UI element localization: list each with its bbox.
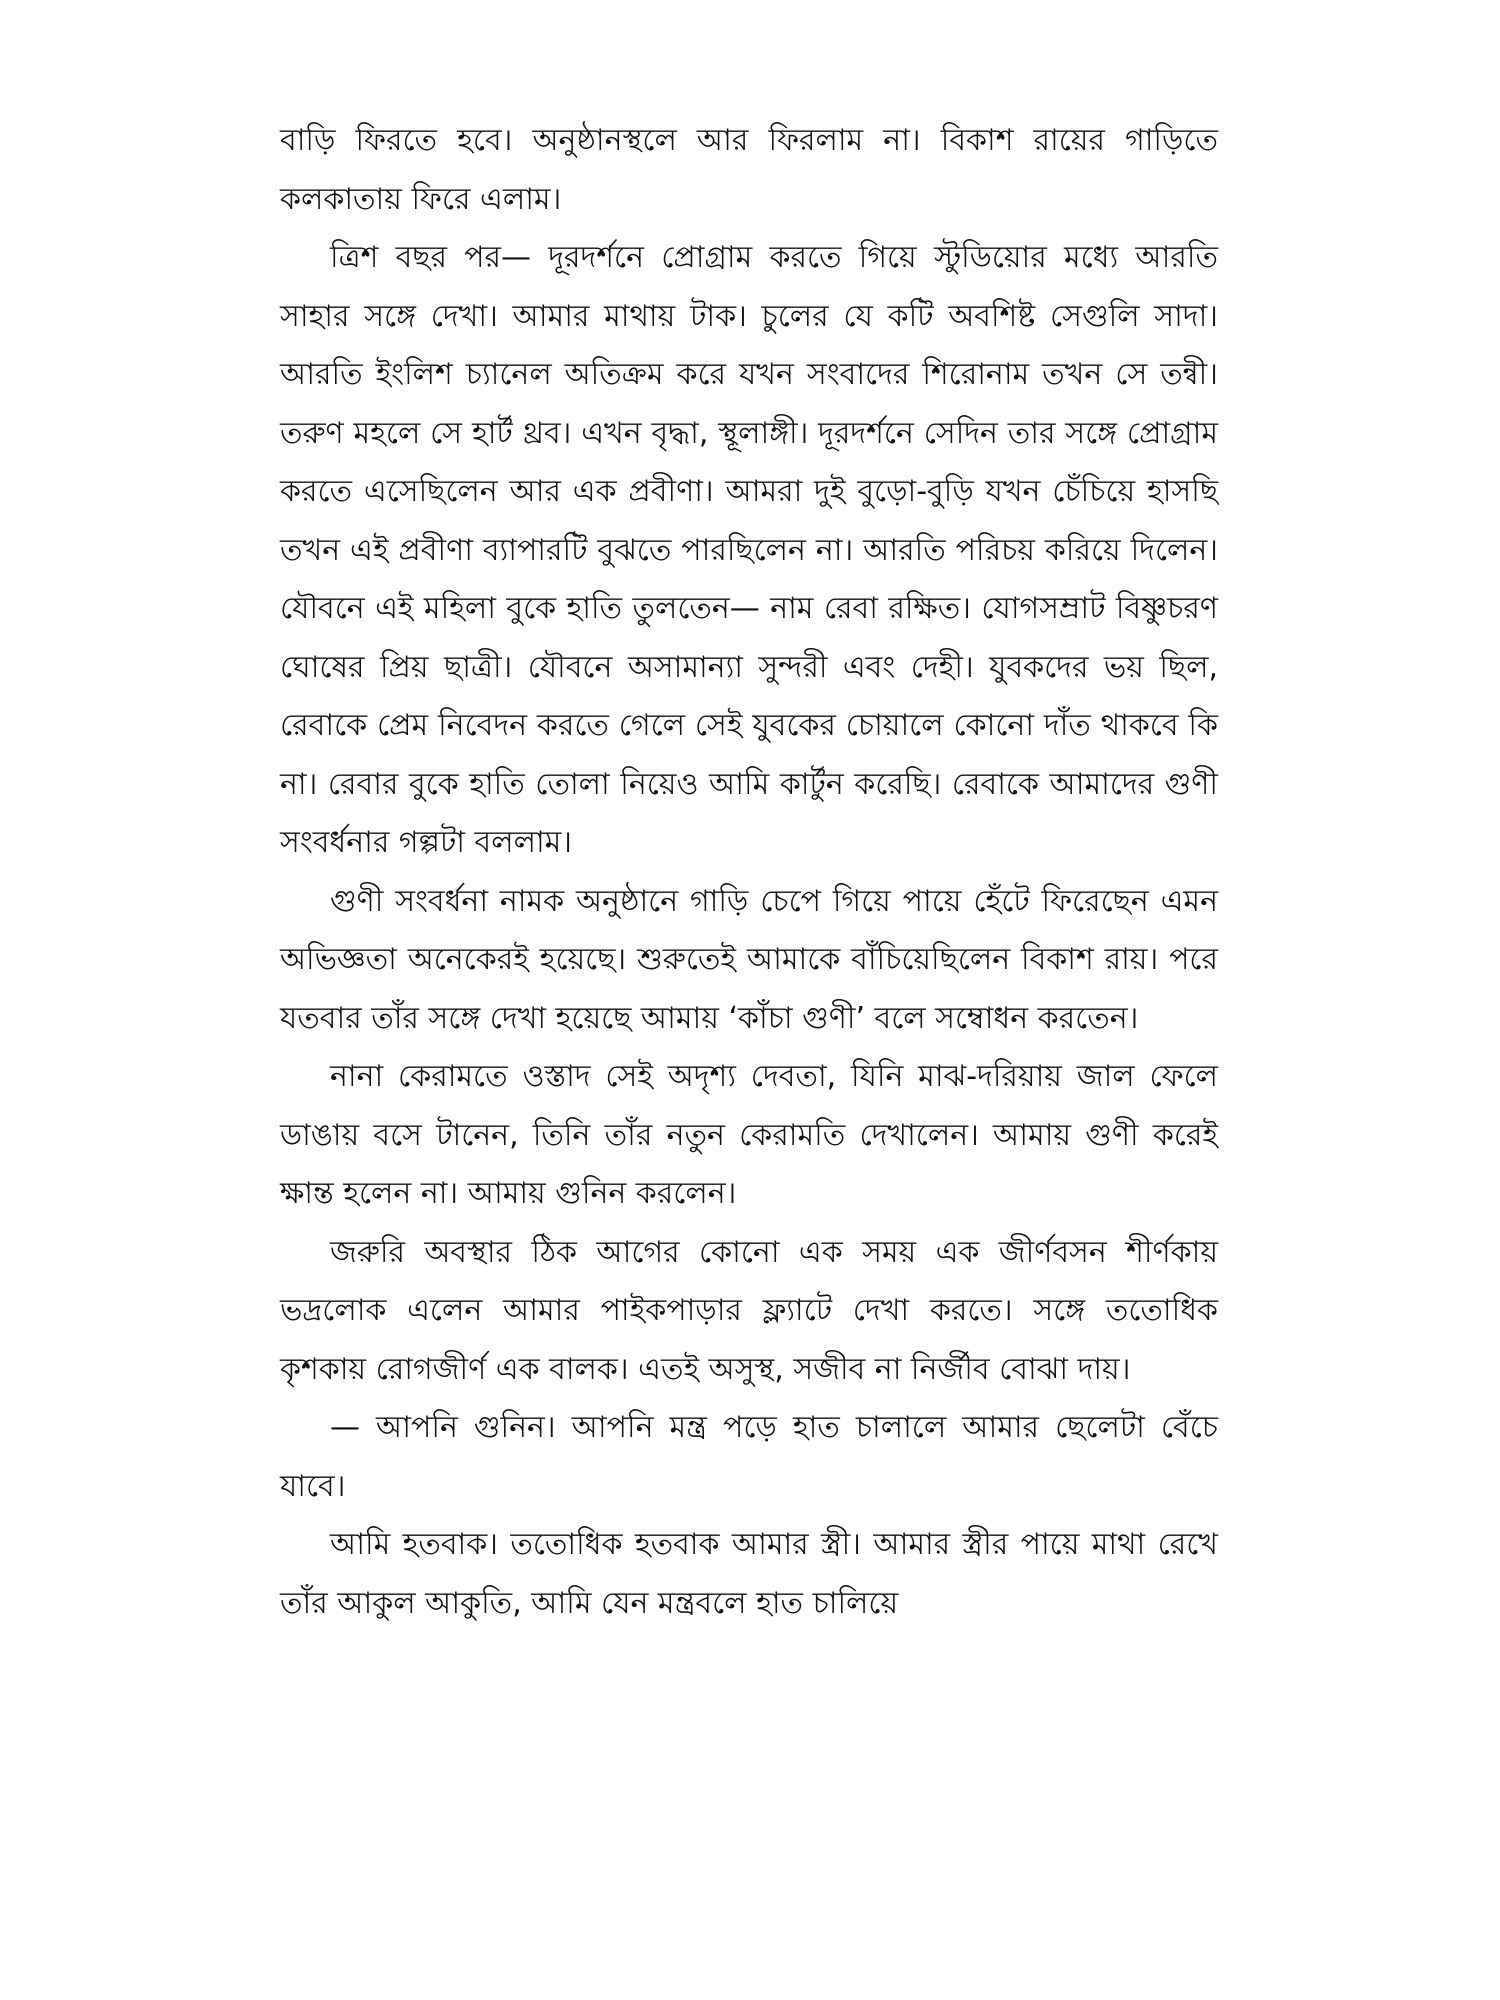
paragraph-2: ত্রিশ বছর পর— দূরদর্শনে প্রোগ্রাম করতে গিয়ে স্টুডিয়োর মধ্যে আরতি সাহার সঙ্গে দেখা। আমার মাথায় টাক। চুলের যে কটি অবশিষ্ট সেগুলি সাদা। আরতি ইংলিশ চ্যানেল অতিক্রম করে যখন সংবাদের শিরোনাম তখন সে তন্বী। তরুণ মহলে সে হার্ট থ্রব। এখন বৃদ্ধা, স্থূলাঙ্গী। দূরদর্শনে সেদিন তার সঙ্গে প্রোগ্রাম করতে এসেছিলেন আর এক প্রবীণা। আমরা দুই বুড়ো-বুড়ি যখন চেঁচিয়ে হাসছি তখন এই প্রবীণা ব্যাপারটি বুঝতে পারছিলেন না। আরতি পরিচয় করিয়ে দিলেন। যৌবনে এই মহিলা বুকে হাতি তুলতেন— নাম রেবা রক্ষিত। যোগসম্রাট বিষ্ণুচরণ ঘোষের প্রিয় ছাত্রী। যৌবনে অসামান্যা সুন্দরী এবং দেহী। যুবকদের ভয় ছিল, রেবাকে প্রেম নিবেদন করতে গেলে সেই যুবকের চোয়ালে কোনো দাঁত থাকবে কি না। রেবার বুকে হাতি তোলা নিয়েও আমি কার্টুন করেছি। রেবাকে আমাদের গুণী সংবর্ধনার গল্পটা বললাম। (280, 240, 1218, 860)
paragraph-4: নানা কেরামতে ওস্তাদ সেই অদৃশ্য দেবতা, যিনি মাঝ-দরিয়ায় জাল ফেলে ডাঙায় বসে টানেন, তিনি তাঁর নতুন কেরামতি দেখালেন। আমায় গুণী করেই ক্ষান্ত হলেন না। আমায় গুনিন করলেন। (280, 1059, 1218, 1211)
book-page (280, 112, 1218, 1633)
paragraph-5: জরুরি অবস্থার ঠিক আগের কোনো এক সময় এক জীর্ণবসন শীর্ণকায় ভদ্রলোক এলেন আমার পাইকপাড়ার ফ্ল্যাটে দেখা করতে। সঙ্গে ততোধিক কৃশকায় রোগজীর্ণ এক বালক। এতই অসুস্থ, সজীব না নির্জীব বোঝা দায়। (280, 1234, 1218, 1387)
paragraph-6-dialogue: — আপনি গুনিন। আপনি মন্ত্র পড়ে হাত চালালে আমার ছেলেটা বেঁচে যাবে। (280, 1410, 1218, 1504)
paragraph-1: বাড়ি ফিরতে হবে। অনুষ্ঠানস্থলে আর ফিরলাম না। বিকাশ রায়ের গাড়িতে কলকাতায় ফিরে এলাম। (280, 123, 1218, 217)
paragraph-7: আমি হতবাক। ততোধিক হতবাক আমার স্ত্রী। আমার স্ত্রীর পায়ে মাথা রেখে তাঁর আকুল আকুতি, আমি যেন মন্ত্রবলে হাত চালিয়ে (280, 1527, 1218, 1621)
paragraph-3: গুণী সংবর্ধনা নামক অনুষ্ঠানে গাড়ি চেপে গিয়ে পায়ে হেঁটে ফিরেছেন এমন অভিজ্ঞতা অনেকেরই হয়েছে। শুরুতেই আমাকে বাঁচিয়েছিলেন বিকাশ রায়। পরে যতবার তাঁর সঙ্গে দেখা হয়েছে আমায় ‘কাঁচা গুণী’ বলে সম্বোধন করতেন। (280, 883, 1218, 1036)
